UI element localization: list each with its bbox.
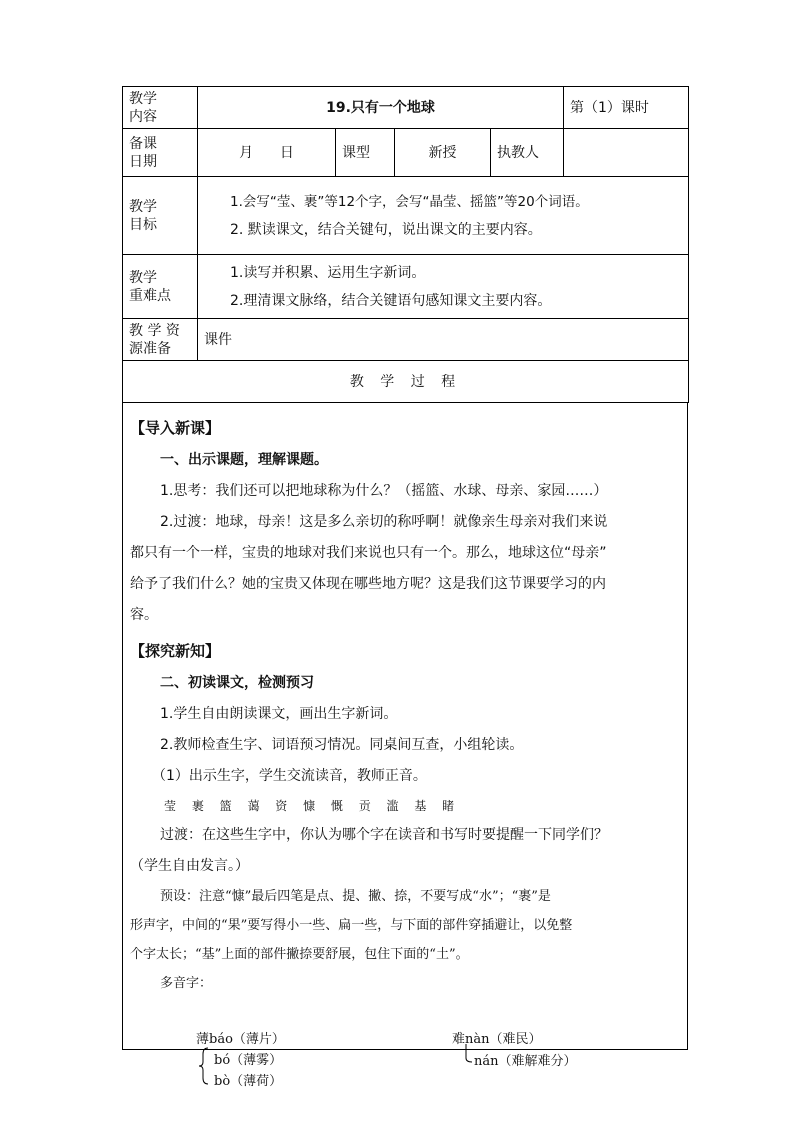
explore-paragraph: （1）出示生字，学生交流读音，教师正音。	[152, 768, 427, 784]
date-label: 备课 日期	[123, 129, 198, 177]
intro-paragraph: 2.过渡：地球，母亲！这是多么亲切的称呼啊！就像亲生母亲对我们来说	[160, 514, 608, 530]
brace-icon	[198, 1046, 212, 1086]
type-label: 课型	[336, 129, 395, 177]
month-day-cell: 月 日	[198, 129, 336, 177]
lesson-info-table	[122, 86, 689, 403]
type-value: 新授	[395, 129, 491, 177]
polyphone-label: 多音字：	[160, 976, 213, 991]
transition-line: 过渡：在这些生字中，你认为哪个字在读音和书写时要提醒一下同学们？	[160, 827, 608, 843]
polyphone-reading: nán（难解难分）	[474, 1054, 577, 1069]
polyphone-bao-main	[196, 1028, 285, 1047]
teacher-value	[564, 129, 689, 177]
resources-value: 课件	[198, 319, 689, 361]
polyphone-char: 难	[452, 1032, 466, 1047]
transition-line: （学生自由发言。）	[130, 858, 249, 874]
intro-paragraph: 都只有一个一样，宝贵的地球对我们来说也只有一个。那么，地球这位“母亲”	[130, 545, 607, 561]
new-characters-row: 莹 裹 篮 蔼 资 慷 慨 贡 滥 基 睹	[164, 799, 461, 813]
goals-label: 教学 目标	[123, 177, 198, 255]
resources-label: 教 学 资 源准备	[123, 319, 198, 361]
focus-item: 1.读写并积累、运用生字新词。	[230, 264, 426, 281]
intro-paragraph: 1.思考：我们还可以把地球称为什么？（摇篮、水球、母亲、家园……）	[160, 483, 608, 499]
focus-label: 教学 重难点	[123, 255, 198, 319]
goal-item: 1.会写“莹、裹”等12个字，会写“晶莹、摇篮”等20个词语。	[230, 193, 589, 210]
intro-subtitle: 一、出示课题，理解课题。	[160, 452, 328, 468]
intro-paragraph: 容。	[130, 607, 158, 623]
polyphone-char: 薄	[196, 1032, 210, 1047]
polyphone-reading: bò（薄荷）	[214, 1074, 283, 1089]
polyphone-reading: bó（薄雾）	[214, 1053, 283, 1068]
polyphone-reading: báo（薄片）	[209, 1032, 285, 1047]
intro-paragraph: 给予了我们什么？她的宝贵又体现在哪些地方呢？这是我们这节课要学习的内	[130, 576, 606, 592]
process-title: 教 学 过 程	[123, 361, 689, 403]
teacher-label: 执教人	[491, 129, 564, 177]
process-body	[130, 408, 682, 998]
preset-line: 形声字，中间的“果”要写得小一些、扁一些，与下面的部件穿插避让，以免整	[130, 918, 573, 933]
explore-section-title: 【探究新知】	[130, 642, 221, 660]
focus-cell	[198, 255, 689, 319]
content-label: 教学 内容	[123, 87, 198, 129]
intro-section-title: 【导入新课】	[130, 419, 221, 437]
preset-line: 预设：注意“慷”最后四笔是点、提、撇、捺，不要写成“水”；“裹”是	[160, 889, 551, 904]
explore-subtitle: 二、初读课文，检测预习	[160, 675, 314, 691]
polyphone-reading: nàn（难民）	[465, 1032, 542, 1047]
focus-item: 2.理清课文脉络，结合关键语句感知课文主要内容。	[230, 292, 552, 309]
goal-item: 2. 默读课文，结合关键句，说出课文的主要内容。	[230, 221, 542, 238]
explore-paragraph: 2.教师检查生字、词语预习情况。同桌间互查，小组轮读。	[160, 737, 524, 753]
preset-line: 个字太长；“基”上面的部件撇捺要舒展，包住下面的“土”。	[130, 947, 469, 962]
period-cell: 第（1）课时	[564, 87, 689, 129]
lesson-title: 19.只有一个地球	[198, 87, 564, 129]
goals-cell	[198, 177, 689, 255]
explore-paragraph: 1.学生自由朗读课文，画出生字新词。	[160, 706, 398, 722]
